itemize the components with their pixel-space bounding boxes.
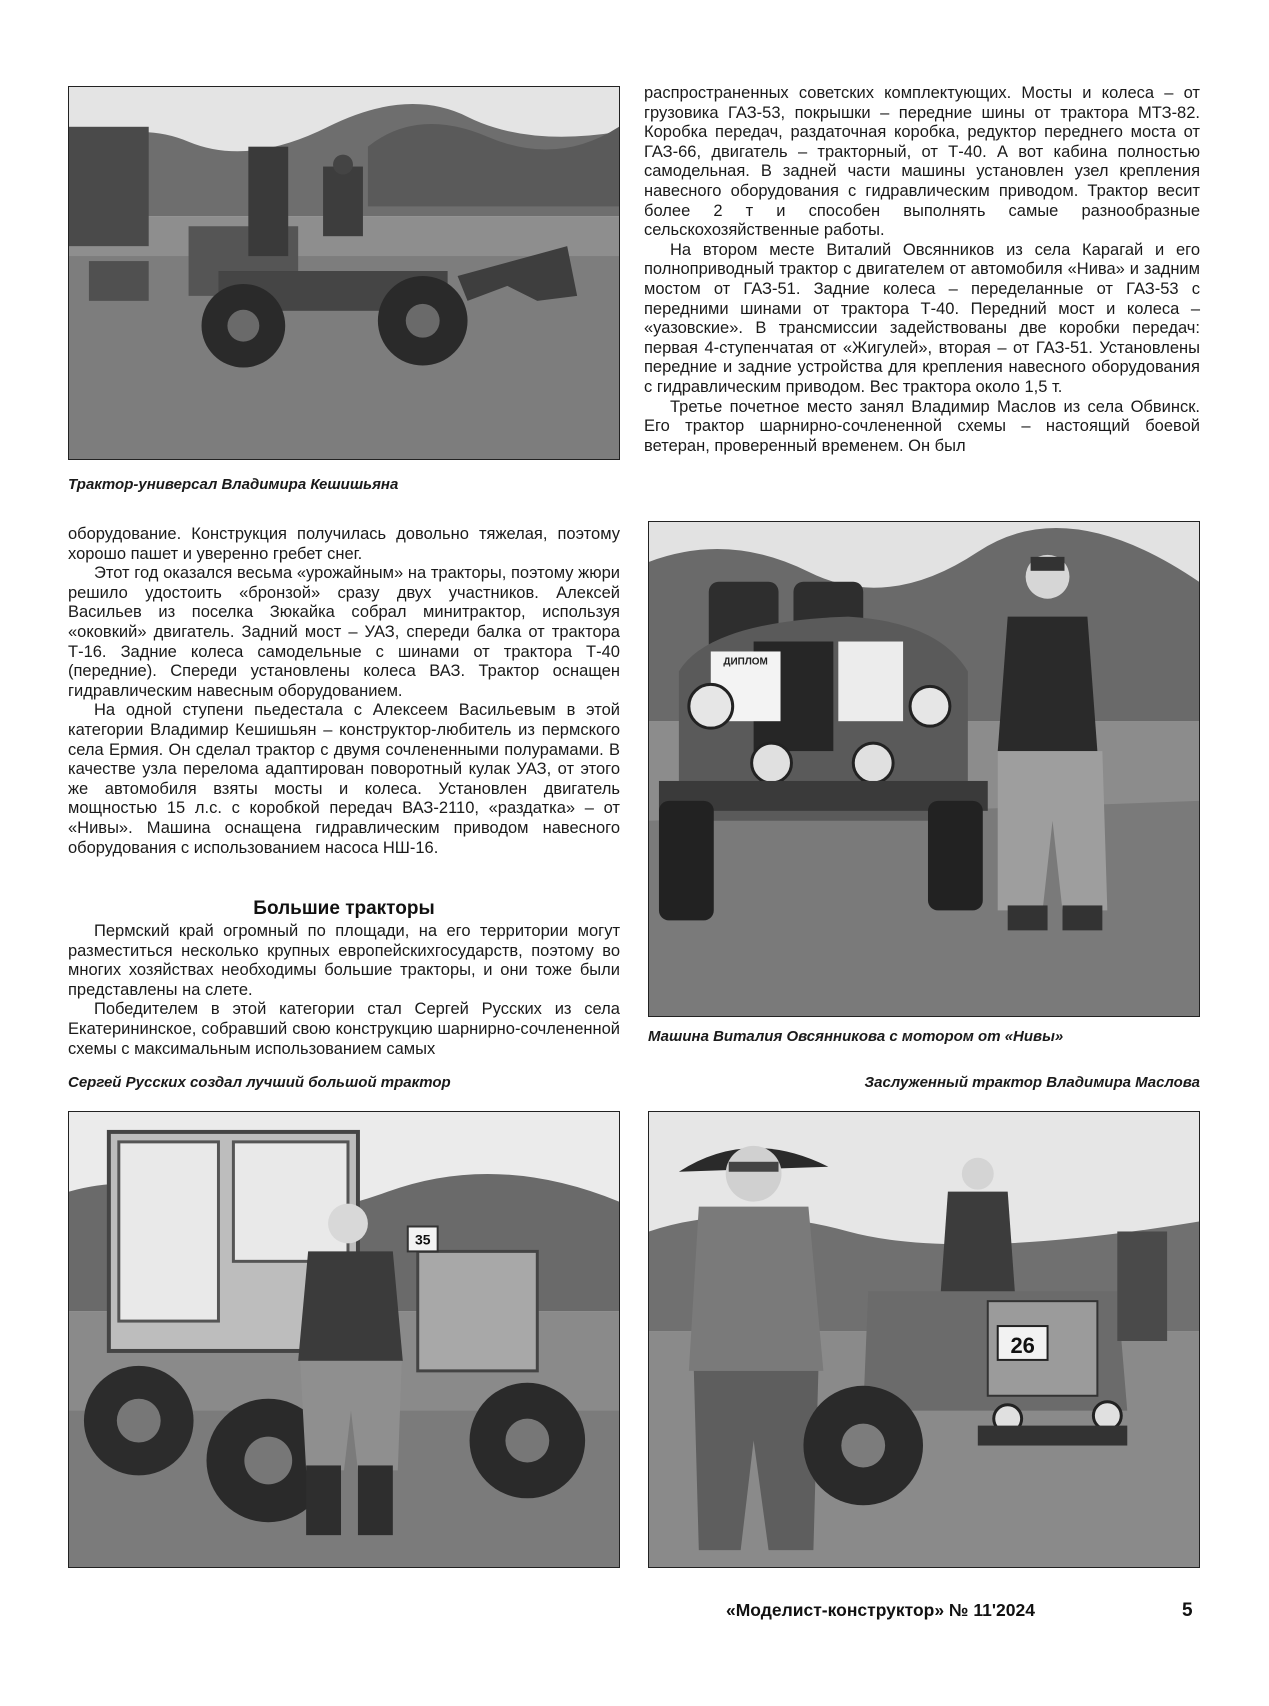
photo-ovsyannikov-tractor (648, 521, 1200, 1017)
tractor-number-35: 35 (414, 1231, 431, 1248)
paragraph: Этот год оказался весьма «урожайным» на тракторы, поэтому жюри решило удостоить «бронзой» сразу двух участников. Алексей Васильев из поселка Зюкайка собрал минитрактор, используя «оковкий» двигатель. Задний мост – УАЗ, спереди балка от трактора Т-16. Задние колеса самодельные с шинами от трактора Т-40 (передние). Спереди установлены колеса ВАЗ. Трактор оснащен гидравлическим навесным оборудованием. (68, 564, 620, 700)
paragraph: оборудование. Конструкция получилась довольно тяжелая, поэтому хорошо пашет и уверенно гребет снег. (68, 525, 620, 563)
photo-russkikh-tractor (68, 1111, 620, 1568)
section-heading: Большие тракторы (253, 898, 435, 919)
photo-maslov-tractor (648, 1111, 1200, 1568)
article-text-left (68, 525, 620, 858)
article-text-right-top (644, 84, 1200, 456)
article-text-left-2 (68, 922, 620, 1059)
diploma-label: ДИПЛОМ (723, 656, 768, 668)
tractor-number-26: 26 (1010, 1332, 1035, 1358)
paragraph: На втором месте Виталий Овсянников из села Карагай и его полноприводный трактор с двигателем от автомобиля «Нива» и задним мостом от ГАЗ-51. Задние колеса – переделанные от ГАЗ-53 с передними шинами от трактора Т-40. Передний мост и колеса – «уазовские». В трансмиссии задействованы две коробки передач: первая 4-ступенчатая от «Жигулей», вторая – от ГАЗ-51. Установлены передние и задние устройства для крепления навесного оборудования с гидравлическим приводом. Вес трактора около 1,5 т. (644, 240, 1200, 396)
caption-photo2: Машина Виталия Овсянникова с мотором от «Нивы» (648, 1028, 1064, 1045)
photo-kesheshyan-tractor (68, 86, 620, 460)
caption-photo3: Сергей Русских создал лучший большой трактор (68, 1074, 451, 1091)
paragraph: распространенных советских комплектующих. Мосты и колеса – от грузовика ГАЗ-53, покрышки – передние шины от трактора МТЗ-82. Коробка передач, раздаточная коробка, редуктор переднего моста от ГАЗ-66, двигатель – тракторный, от Т-40. А вот кабина полностью самодельная. В задней части машины установлен узел крепления навесного оборудования с гидравлическим приводом. Трактор весит более 2 т и способен выполнять самые разнообразные сельскохозяйственные работы. (644, 84, 1200, 240)
paragraph: На одной ступени пьедестала с Алексеем Васильевым в этой категории Владимир Кешишьян – конструктор-любитель из пермского села Ермия. Он сделал трактор с двумя сочлененными полурамами. В качестве узла перелома адаптирован поворотный кулак УАЗ, от этого же автомобиля взяты мосты и колеса. Установлен двигатель мощностью 15 л.с. с коробкой передач ВАЗ-2110, «раздатка» – от «Нивы». Машина оснащена гидравлическим приводом навесного оборудования с использованием насоса НШ-16. (68, 701, 620, 857)
caption-photo1: Трактор-универсал Владимира Кешишьяна (68, 476, 399, 493)
paragraph: Победителем в этой категории стал Сергей Русских из села Екатерининское, собравший свою конструкцию шарнирно-сочлененной схемы с максимальным использованием самых (68, 1000, 620, 1058)
footer-page-number: 5 (1182, 1600, 1193, 1621)
paragraph: Пермский край огромный по площади, на его территории могут разместиться несколько крупных европейскихгосударств, поэтому во многих хозяйствах необходимы большие тракторы, и они тоже были представлены на слете. (68, 922, 620, 999)
caption-photo4: Заслуженный трактор Владимира Маслова (864, 1074, 1200, 1091)
paragraph: Третье почетное место занял Владимир Маслов из села Обвинск. Его трактор шарнирно-сочлененной схемы – настоящий боевой ветеран, проверенный временем. Он был (644, 397, 1200, 455)
footer-magazine: «Моделист-конструктор» № 11'2024 (726, 1600, 1035, 1620)
